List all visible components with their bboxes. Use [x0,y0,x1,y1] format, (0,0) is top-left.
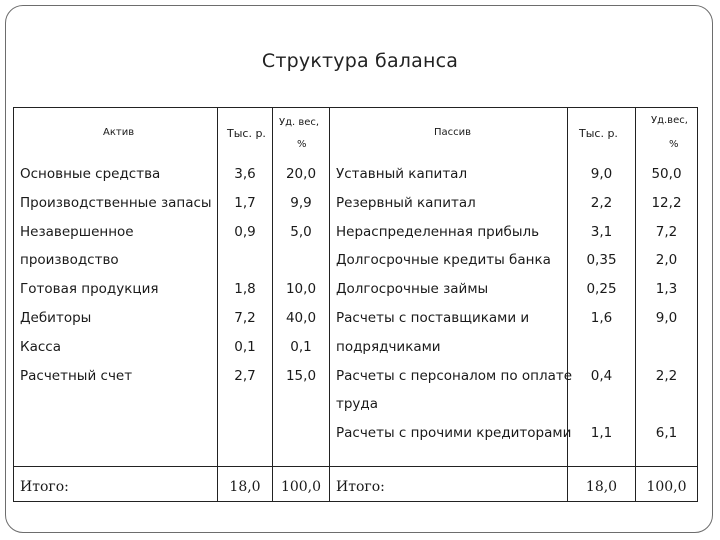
liability-name: Уставный капитал [336,166,468,182]
liability-name-continued: подрядчиками [336,339,441,355]
asset-name: Касса [20,339,61,355]
header-ud-ves-right-unit: % [669,139,679,150]
asset-name: Незавершенное [20,224,134,240]
total-ud-left: 100,0 [280,479,322,495]
table-border-right [697,107,698,502]
table-border-top [13,107,697,108]
asset-tys: 2,7 [234,368,256,384]
liability-name: Расчеты с поставщиками и [336,310,530,326]
liability-name: Резервный капитал [336,195,476,211]
table-border-left [13,107,14,502]
table-border-bottom [13,501,697,502]
liability-tys: 0,4 [590,368,613,384]
asset-ud: 10,0 [285,281,317,297]
header-passiv: Пассив [434,127,472,138]
asset-ud: 15,0 [285,368,317,384]
asset-ud: 40,0 [285,310,317,326]
total-tys-right: 18,0 [585,479,618,495]
liability-name: Расчеты с персоналом по оплате [336,368,573,384]
total-label-right: Итого: [336,479,385,495]
slide-frame [5,5,713,533]
header-ud-ves-left-unit: % [297,139,307,150]
asset-name: Расчетный счет [20,368,133,384]
asset-name: Дебиторы [20,310,92,326]
asset-name: Готовая продукция [20,281,159,297]
asset-tys: 1,7 [234,195,256,211]
asset-ud: 9,9 [290,195,312,211]
liability-ud: 2,0 [655,252,678,268]
liability-tys: 1,6 [590,310,613,326]
liability-name: Долгосрочные кредиты банка [336,252,551,268]
liability-name-continued: труда [336,396,379,412]
liability-ud: 1,3 [655,281,678,297]
table-divider [329,107,330,502]
liability-ud: 2,2 [655,368,678,384]
liability-tys: 0,25 [586,281,617,297]
liability-name: Нераспределенная прибыль [336,224,540,240]
asset-tys: 1,8 [234,281,256,297]
liability-tys: 0,35 [586,252,617,268]
asset-name: Основные средства [20,166,161,182]
asset-name-continued: производство [20,252,119,268]
total-ud-right: 100,0 [646,479,687,495]
header-tys-left: Тыс. р. [227,127,266,140]
asset-ud: 5,0 [290,224,312,240]
liability-tys: 3,1 [590,224,613,240]
asset-ud: 0,1 [290,339,312,355]
asset-tys: 3,6 [234,166,256,182]
page-title: Структура баланса [261,50,459,72]
header-ud-ves-left: Уд. вес, [279,117,320,128]
liability-ud: 12,2 [651,195,682,211]
header-ud-ves-right: Уд.вес, [651,115,688,126]
liability-ud: 50,0 [651,166,682,182]
header-aktiv: Актив [103,127,135,138]
total-label-left: Итого: [20,479,69,495]
liability-ud: 9,0 [655,310,678,326]
liability-ud: 6,1 [655,425,678,441]
liability-tys: 9,0 [590,166,613,182]
asset-ud: 20,0 [285,166,317,182]
liability-name: Долгосрочные займы [336,281,489,297]
asset-tys: 0,9 [234,224,256,240]
liability-tys: 2,2 [590,195,613,211]
table-divider-total [13,466,697,467]
total-tys-left: 18,0 [229,479,261,495]
liability-tys: 1,1 [590,425,613,441]
asset-tys: 0,1 [234,339,256,355]
asset-tys: 7,2 [234,310,256,326]
liability-ud: 7,2 [655,224,678,240]
liability-name: Расчеты с прочими кредиторами [336,425,572,441]
header-tys-right: Тыс. р. [579,127,618,140]
asset-name: Производственные запасы [20,195,212,211]
